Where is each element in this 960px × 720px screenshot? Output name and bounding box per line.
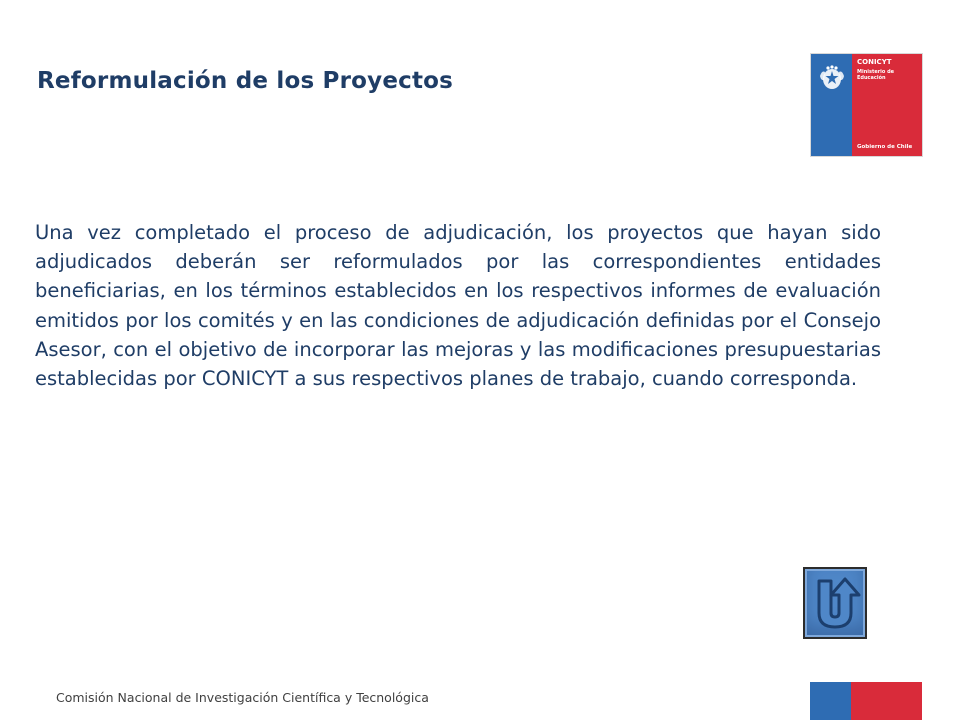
flag-blue-block bbox=[810, 682, 851, 720]
body-paragraph: Una vez completado el proceso de adjudicación, los proyectos que hayan sido adjudicados deberán ser reformulados por las correspondientes entidades beneficiarias, en los términos establecidos en los respectivos informes de evaluación emitidos por los comités y en las condiciones de adjudicación definidas por el Consejo Asesor, con el objetivo de incorporar las mejoras y las modificaciones presupuestarias establecidas por CONICYT a sus respectivos planes de trabajo, cuando corresponda. bbox=[35, 221, 881, 391]
logo-blue-panel bbox=[811, 54, 852, 156]
return-arrow-icon bbox=[809, 573, 861, 633]
conicyt-logo bbox=[811, 54, 922, 156]
page-title: Reformulación de los Proyectos bbox=[37, 68, 454, 94]
footer-institution: Comisión Nacional de Investigación Científica y Tecnológica bbox=[56, 690, 429, 705]
footer-flag-bar bbox=[810, 682, 922, 720]
logo-red-panel bbox=[852, 54, 922, 156]
logo-brand-text: CONICYT bbox=[857, 58, 892, 66]
back-button[interactable] bbox=[803, 567, 867, 639]
flag-red-block bbox=[851, 682, 922, 720]
logo-ministry-text: Ministerio de Educación bbox=[857, 69, 895, 81]
logo-government-text: Gobierno de Chile bbox=[857, 144, 913, 150]
chile-coat-of-arms-icon bbox=[816, 62, 848, 94]
